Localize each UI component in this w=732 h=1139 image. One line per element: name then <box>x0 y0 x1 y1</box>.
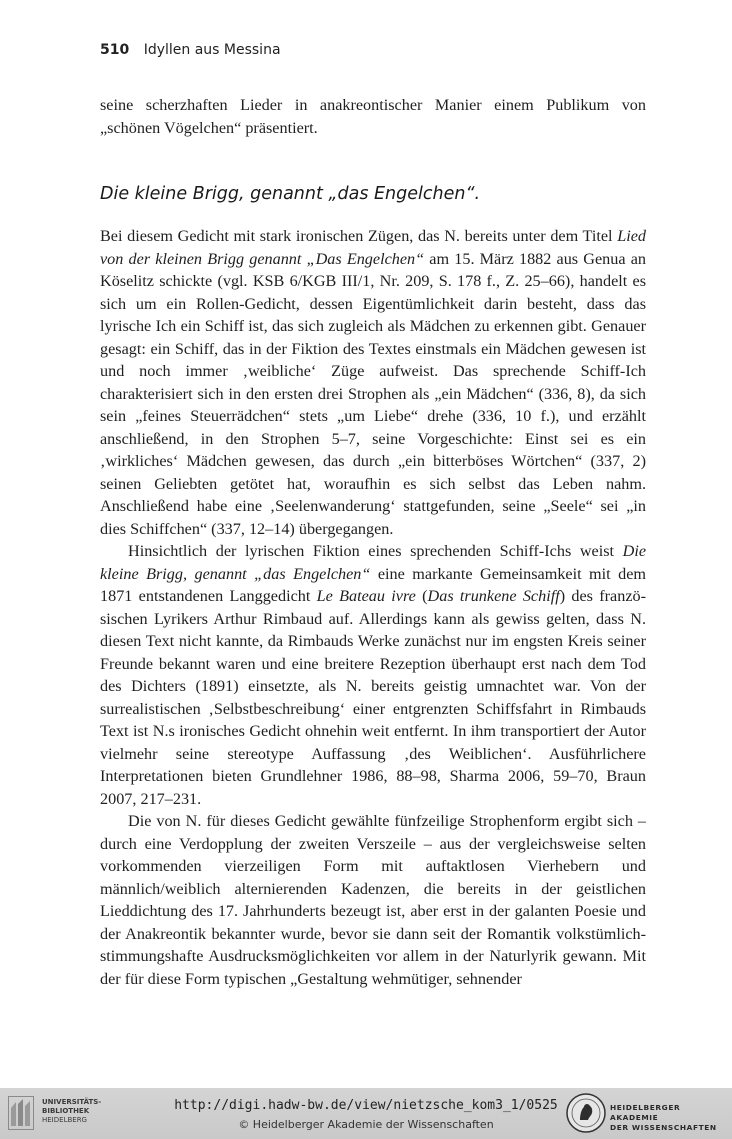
p2-text-b: eine markante Gemeinsamkeit mit dem 1871 entstandenen Langgedicht <box>100 564 646 605</box>
p2-text-a: Hinsichtlich der lyrischen Fiktion eines sprechenden Schiff-Ichs weist <box>128 542 623 560</box>
footer-copyright: © Heidelberger Akademie der Wissenschaften <box>238 1118 494 1131</box>
section-body <box>100 225 646 990</box>
p2-italic-schiff: Das trunkene Schiff <box>427 587 560 605</box>
p1-text-a: Bei diesem Gedicht mit stark ironischen Zügen, das N. bereits unter dem Titel <box>100 227 618 245</box>
section-heading: Die kleine Brigg, genannt „das Engelchen“. <box>100 184 481 204</box>
paragraph-2 <box>100 540 646 810</box>
library-name: UNIVERSITÄTS- BIBLIOTHEK HEIDELBERG <box>42 1098 102 1124</box>
p2-italic-bateau: Le Bateau ivre <box>316 587 416 605</box>
footer-bar <box>0 1088 732 1139</box>
academy-logo <box>565 1092 730 1136</box>
intro-line: seine scherzhaften Lieder in anakreontischer Manier einem Publikum von <box>100 96 646 114</box>
p1-text-b: am 15. März 1882 aus Genua an Köselitz schickte (vgl. KSB 6/KGB III/1, Nr. 209, S. 178 f., Z. 25–66), handelt es sich um ein Rollen-Gedicht, dessen Eigentümlichkeit darin besteht, dass das lyrische Ich ein Schiff ist, das sich zugleich als Mädchen zu erkennen gibt. Genauer gesagt: ein Schiff, das in der Fiktion des Textes einstmals ein Mädchen gewesen ist und noch immer ‚weibliche‘ Züge aufweist. Das sprechende Schiff-Ich charakterisiert sich in den ersten drei Strophen als „ein Mädchen“ (336, 8), da sich sein „feines Steuerrädchen“ stets „um Liebe“ drehe (336, 10 f.), und erzählt anschließend, in den Strophen 5–7, seine Vorgeschichte: Einst sei es ein ‚wirkliches‘ Mädchen gewesen, das durch „ein bitterböses Wörtchen“ (337, 2) seinen Geliebten getötet hat, woraufhin es sich selbst das Leben nahm. Anschließend habe eine ‚Seelenwanderung‘ stattgefunden, seine „Seele“ sei „in dies Schiffchen“ (337, 12–14) übergegangen. <box>100 249 646 538</box>
footer-url-link[interactable]: http://digi.hadw-bw.de/view/nietzsche_kom3_1/0525 <box>174 1098 558 1113</box>
paragraph-3: Die von N. für dieses Gedicht gewählte fünfzeilige Strophenform ergibt sich – durch eine Verdopplung der zweiten Verszeile – aus der vergleichsweise selten vorkommenden vierzeiligen Form mit auftaktlosen Vierhebern und männlich/weiblich alternierenden Kadenzen, die bereits in der geistlichen Lieddichtung des 17. Jahrhunderts bezeugt ist, aber erst in der galanten Poesie und der Anakreontik bekannter wurde, bevor sie dann seit der Romantik volkstümlich-stimmungshafte Ausdrucksmöglichkeiten vor allem in der Naturlyrik gewann. Mit der für diese Form typischen „Gestaltung wehmütiger, sehnender <box>100 812 646 988</box>
intro-line: „schönen Vögelchen“ präsentiert. <box>100 118 318 137</box>
running-title: Idyllen aus Messina <box>143 42 281 58</box>
page-number: 510 <box>100 42 130 58</box>
paragraph-1 <box>100 225 646 540</box>
p2-text-c: ( <box>415 587 428 605</box>
academy-seal-icon <box>565 1092 607 1134</box>
running-head <box>100 42 281 58</box>
p2-text-d: ) des französischen Lyrikers Arthur Rimbaud auf. Allerdings kann als gewiss gelten, dass N. diesen Text nicht kannte, da Rimbauds Werke zunächst nur im engsten Kreis seiner Freunde bekannt waren und eine breitere Rezeption überhaupt erst nach dem Tod des Dichters (1891) einsetzte, als N. bereits geistig umnachtet war. Von der surrealistischen ‚Selbstbeschreibung‘ einer entgrenzten Schiffsfahrt in Rimbauds Text ist N.s ironisches Gedicht ohnehin weit entfernt. In ihm transportiert der Autor vielmehr seine stereotype Auffassung ‚des Weiblichen‘. Ausführlichere Interpretationen bieten Grundlehner 1986, 88–98, Sharma 2006, 59–70, Braun 2007, 217–231. <box>100 587 646 808</box>
p2-italic-title: Die kleine Brigg, genannt „das Engelchen“ <box>100 542 646 583</box>
academy-name: HEIDELBERGER AKADEMIE DER WISSENSCHAFTEN <box>610 1103 717 1132</box>
intro-text <box>100 94 646 139</box>
p1-italic-title: Lied von der kleinen Brigg genannt „Das Engelchen“ <box>100 227 646 268</box>
